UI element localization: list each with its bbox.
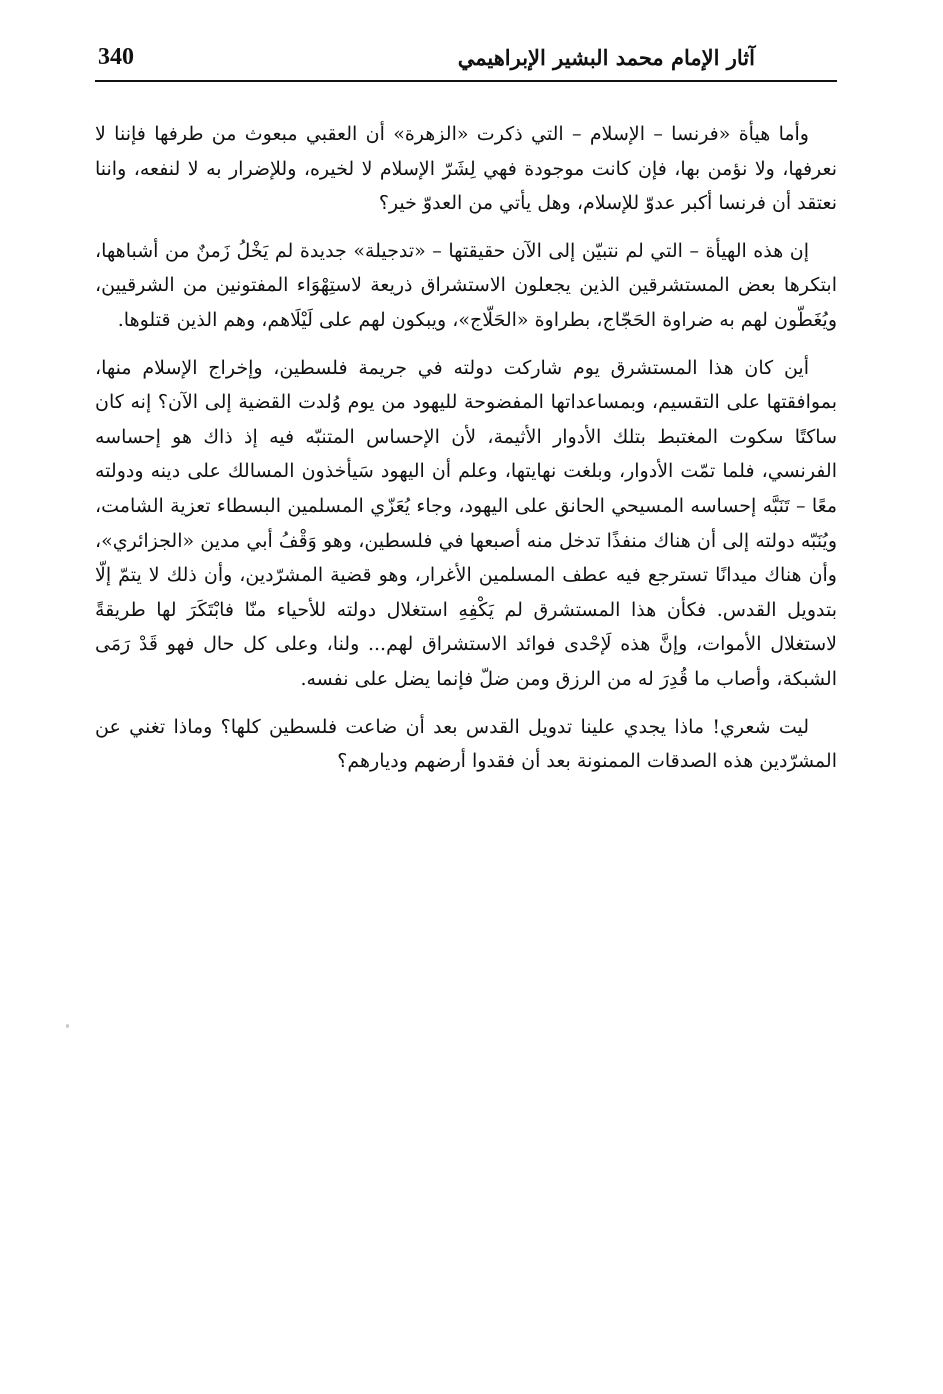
page-header	[95, 38, 837, 82]
paragraph: وأما هيأة «فرنسا – الإسلام – التي ذكرت «الزهرة» أن العقبي مبعوث من طرفها فإننا لا نعرفها، ولا نؤمن بها، فإن كانت موجودة فهي لِشَرّ الإسلام لا لخيره، وللإضرار به لا لنفعه، واننا نعتقد أن فرنسا أكبر عدوّ للإسلام، وهل يأتي من العدوّ خير؟	[95, 123, 837, 215]
paragraph: ليت شعري! ماذا يجدي علينا تدويل القدس بعد أن ضاعت فلسطين كلها؟ وماذا تغني عن المشرّدين هذه الصدقات الممنونة بعد أن فقدوا أرضهم وديارهم؟	[95, 715, 837, 773]
body-text	[95, 117, 837, 792]
paragraph: إن هذه الهيأة – التي لم نتبيّن إلى الآن حقيقتها – «تدجيلة» جديدة لم يَخْلُ زَمنٌ من أشباهها، ابتكرها بعض المستشرقين الذين يجعلون الاستشراق ذريعة لاستِهْوَاء المفتونين من الشرقيين، ويُغَطّون لهم به ضراوة الحَجّاج، بطراوة «الحَلّاج»، ويبكون لهم على لَيْلَاهم، وهم الذين قتلوها.	[95, 239, 837, 331]
running-title: آثار الإمام محمد البشير الإبراهيمي	[457, 45, 755, 70]
page-number: 340	[98, 44, 134, 70]
paragraph: أين كان هذا المستشرق يوم شاركت دولته في جريمة فلسطين، وإخراج الإسلام منها، بموافقتها على التقسيم، وبمساعداتها المفضوحة لليهود من يوم وُلدت القضية إلى الآن؟ إنه كان ساكتًا سكوت المغتبط بتلك الأدوار الأثيمة، لأن الإحساس المتنبّه فيه إذ ذاك هو إحساسه الفرنسي، فلما تمّت الأدوار، وبلغت نهايتها، وعلم أن اليهود سَيأخذون المسالك على دينه ودولته معًا – تَنَبَّه إحساسه المسيحي الحانق على اليهود، وجاء يُعَزّي المسلمين البسطاء تعزية الشامت، ويُنَبّه دولته إلى أن هناك منفذًا تدخل منه أصبعها في فلسطين، وهو وَقْفُ أبي مدين «الجزائري»، وأن هناك ميدانًا تسترجع فيه عطف المسلمين الأغرار، وهو قضية المشرّدين، وأن ذلك لا يتمّ إلّا بتدويل القدس. فكأن هذا المستشرق لم يَكْفِهِ استغلال دولته للأحياء منّا فابْتَكَرَ لها طريقةً لاستغلال الأموات، وإنَّ هذه لَإحْدى فوائد الاستشراق لهم... ولنا، وعلى كل حال فهو قَدْ رَمَى الشبكة، وأصاب ما قُدِرَ له من الرزق ومن ضلّ فإنما يضل على نفسه.	[95, 356, 837, 690]
paper-speck	[66, 1024, 69, 1028]
